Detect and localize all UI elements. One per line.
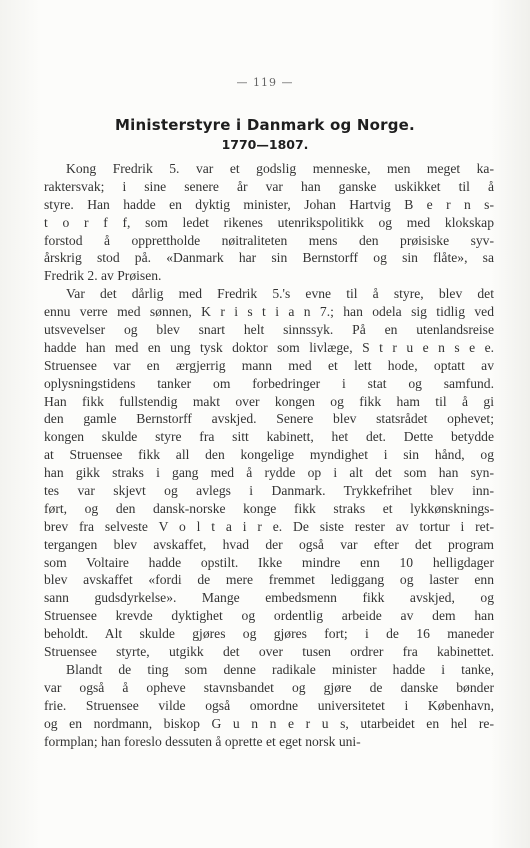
- text-line: forstod å opprettholde nøitraliteten mens den prøisiske syv-: [44, 232, 494, 248]
- text-line: ennu verre med sønnen, K r i s t i a n 7.; han odela sig tidlig ved: [44, 304, 494, 320]
- text-line: formplan; han foreslo dessuten å oprette et eget norsk uni-: [44, 733, 361, 749]
- text-line: og en nordmann, biskop G u n n e r u s, utarbeidet en hel re-: [44, 715, 494, 731]
- text-line: kongen skulde styre fra sitt kabinett, het det. Dette betydde: [44, 429, 494, 445]
- text-line: tes var skjevt og avlegs i Danmark. Trykkefrihet blev inn-: [44, 483, 494, 499]
- text-line: oplysningstidens tanker om forbedringer i stat og samfund.: [44, 375, 494, 391]
- text-line: raktersvak; i sine senere år var han ganske uskikket til å: [44, 178, 494, 194]
- text-line: den gamle Bernstorff avskjed. Senere blev statsrådet ophevet;: [44, 411, 494, 427]
- text-line: Struensee krevde dyktighet og ordentlig arbeide av dem han: [44, 608, 494, 624]
- text-line: hadde han med en ung tysk doktor som livlæge, S t r u e n s e e.: [44, 339, 494, 355]
- text-line: Blandt de ting som denne radikale minister hadde i tanke,: [66, 661, 494, 677]
- text-line: beholdt. Alt skulde gjøres og gjøres fort; i de 16 maneder: [44, 626, 494, 642]
- text-line: sann gudsdyrkelse». Mange embedsmenn fikk avskjed, og: [44, 590, 494, 606]
- text-line: styre. Han hadde en dyktig minister, Johan Hartvig B e r n s-: [44, 196, 494, 212]
- text-line: Var det dårlig med Fredrik 5.'s evne til å styre, blev det: [66, 286, 494, 302]
- text-line: Kong Fredrik 5. var et godslig menneske, men meget ka-: [66, 161, 494, 176]
- text-line: brev fra selveste V o l t a i r e. De siste rester av tortur i ret-: [44, 518, 494, 534]
- text-line: som Voltaire hadde opstilt. Ikke mindre enn 10 helligdager: [44, 554, 494, 570]
- body-text: [44, 160, 494, 750]
- text-line: Struensee styrte, utgikk det over tusen ordrer fra kabinettet.: [44, 644, 494, 660]
- text-line: blev avskaffet «fordi de mere fremmet lediggang og laster enn: [44, 572, 494, 588]
- text-line: utsvevelser og blev snart helt sinnssyk. På en utenlandsreise: [44, 322, 494, 338]
- text-line: t o r f f, som ledet rikenes utenrikspolitikk og med klokskap: [44, 214, 494, 230]
- text-line: ført, og den dansk-norske konge fikk straks et lykkønsknings-: [44, 500, 494, 516]
- text-line: han gikk straks i gang med å rydde op i alt det som han syn-: [44, 465, 494, 481]
- text-line: tergangen blev avskaffet, hvad der også var efter det program: [44, 536, 494, 552]
- text-line: årskrig stod på. «Danmark har sin Bernstorff og sin flåte», sa: [44, 250, 494, 266]
- page-number: — 119 —: [236, 76, 294, 89]
- chapter-years: 1770—1807.: [221, 137, 309, 152]
- text-line: frie. Struensee vilde også omordne universitetet i København,: [44, 697, 494, 713]
- text-line: Han fikk fullstendig makt over kongen og fikk ham til å gi: [44, 393, 494, 409]
- text-line: Struensee var en ærgjerrig mann med et lett hode, optatt av: [44, 357, 494, 373]
- text-line: at Struensee fikk all den kongelige myndighet i sin hånd, og: [44, 447, 494, 463]
- chapter-title: Ministerstyre i Danmark og Norge.: [115, 116, 415, 134]
- text-line: var også å opheve stavnsbandet og gjøre de danske bønder: [44, 679, 494, 695]
- text-line: Fredrik 2. av Prøisen.: [44, 268, 162, 284]
